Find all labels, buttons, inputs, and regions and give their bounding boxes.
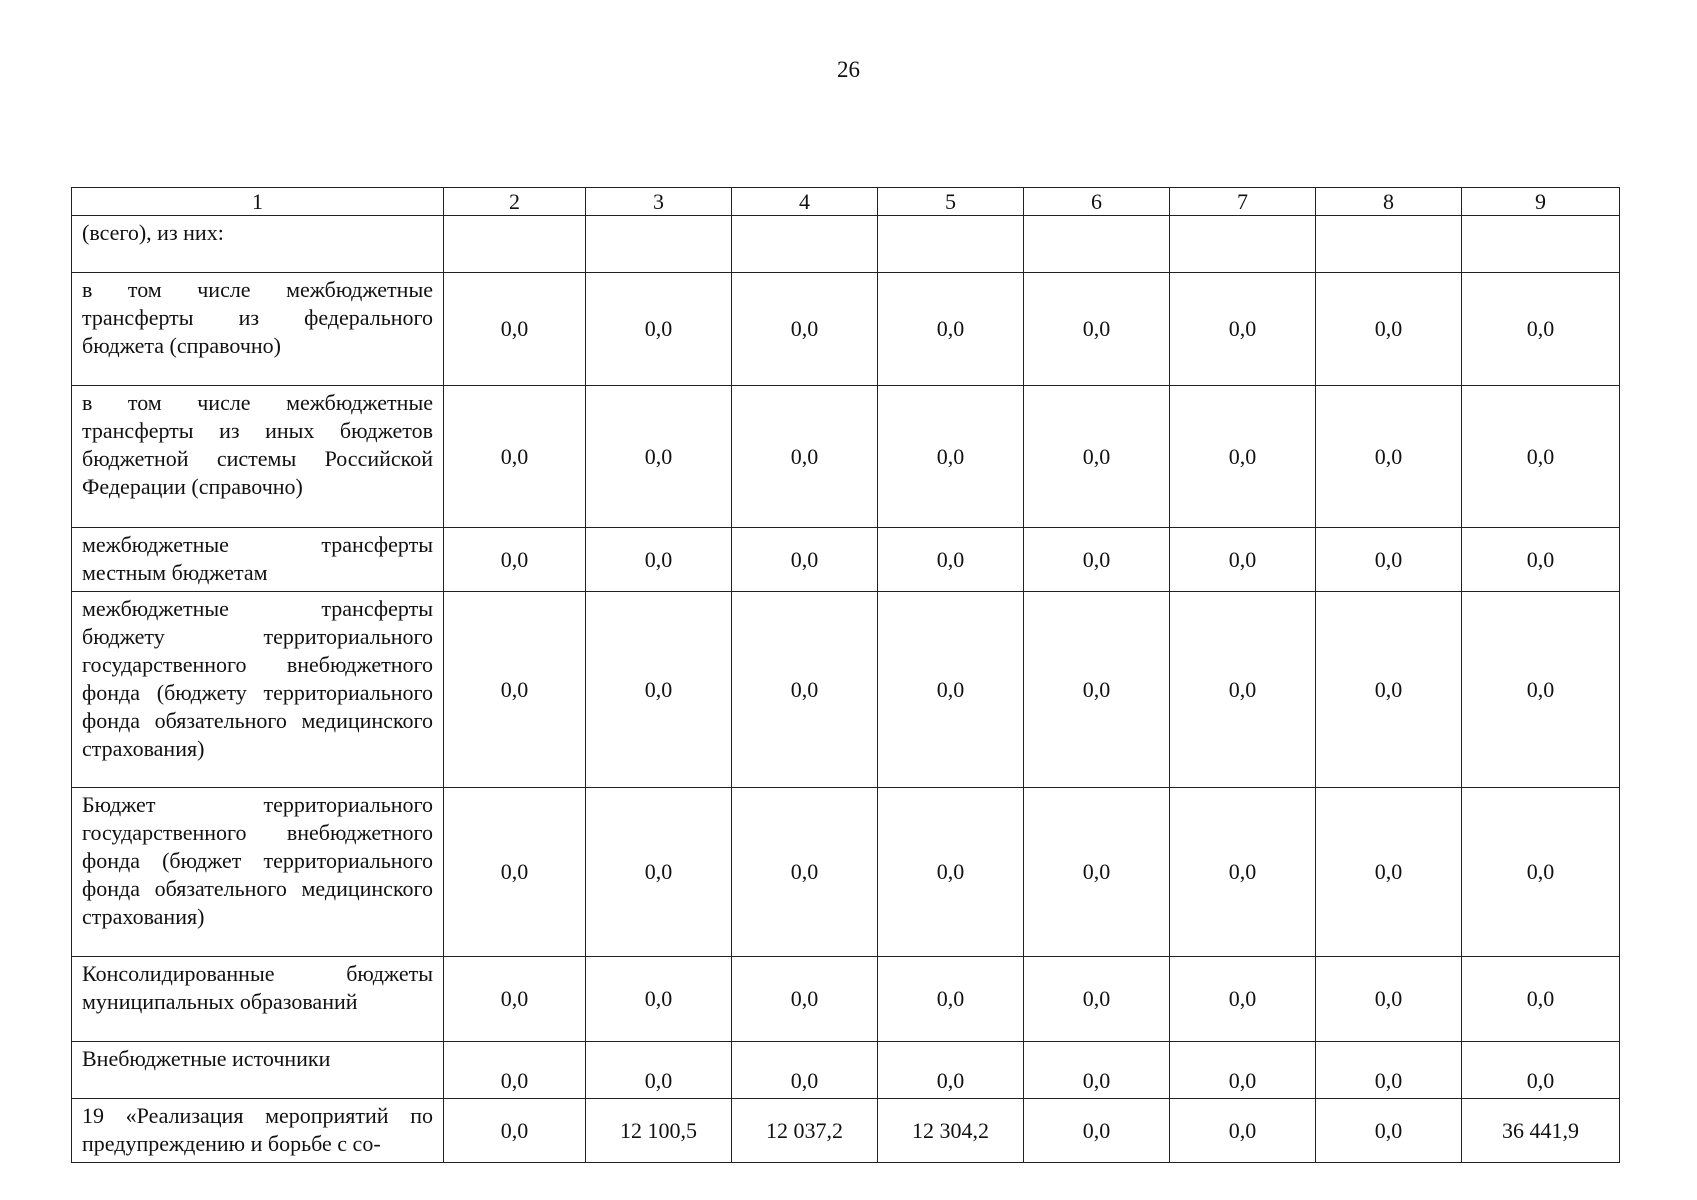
row-value (1316, 216, 1462, 273)
table-row (72, 386, 1620, 528)
row-value: 0,0 (732, 788, 878, 957)
row-value: 0,0 (586, 528, 732, 592)
row-value: 0,0 (1316, 1099, 1462, 1163)
row-value: 0,0 (732, 273, 878, 386)
row-value: 0,0 (1462, 528, 1620, 592)
col-header-9: 9 (1462, 188, 1620, 216)
row-value: 0,0 (444, 528, 586, 592)
row-label: Консолидированные бюджеты муниципальных образований (72, 957, 444, 1042)
row-value: 0,0 (1316, 386, 1462, 528)
row-label: межбюджетные трансферты бюджету территориального государственного внебюджетного фонда (бюджету территориального фонда обязательного медицинского страхования) (72, 592, 444, 788)
row-value: 0,0 (878, 528, 1024, 592)
table-row (72, 1099, 1620, 1163)
row-value: 0,0 (444, 273, 586, 386)
row-value: 0,0 (732, 957, 878, 1042)
row-value: 0,0 (1170, 788, 1316, 957)
table-row (72, 592, 1620, 788)
row-value: 0,0 (878, 592, 1024, 788)
row-value: 0,0 (878, 1042, 1024, 1099)
row-value: 0,0 (1316, 788, 1462, 957)
row-value: 0,0 (1024, 386, 1170, 528)
row-value: 0,0 (878, 788, 1024, 957)
table-row (72, 273, 1620, 386)
row-value: 0,0 (878, 386, 1024, 528)
row-value: 0,0 (732, 592, 878, 788)
row-value: 0,0 (1170, 273, 1316, 386)
row-value: 0,0 (444, 386, 586, 528)
row-value: 0,0 (1462, 273, 1620, 386)
col-header-3: 3 (586, 188, 732, 216)
col-header-5: 5 (878, 188, 1024, 216)
col-header-1: 1 (72, 188, 444, 216)
row-value: 0,0 (1170, 1042, 1316, 1099)
col-header-4: 4 (732, 188, 878, 216)
row-value: 0,0 (1316, 528, 1462, 592)
row-value: 0,0 (586, 592, 732, 788)
row-label: межбюджетные трансферты местным бюджетам (72, 528, 444, 592)
row-value: 0,0 (1024, 1042, 1170, 1099)
row-label: Внебюджетные источники (72, 1042, 444, 1099)
row-label: Бюджет территориального государственного внебюджетного фонда (бюджет территориального фонда обязательного медицинского страхования) (72, 788, 444, 957)
row-value: 12 304,2 (878, 1099, 1024, 1163)
row-value: 0,0 (444, 957, 586, 1042)
row-value: 0,0 (1024, 273, 1170, 386)
row-label: в том числе межбюджетные трансферты из иных бюджетов бюджетной системы Российской Федерации (справочно) (72, 386, 444, 528)
table-row (72, 957, 1620, 1042)
row-value: 0,0 (1170, 592, 1316, 788)
row-value: 0,0 (732, 528, 878, 592)
row-value: 0,0 (878, 273, 1024, 386)
row-value: 0,0 (586, 273, 732, 386)
table-row (72, 1042, 1620, 1099)
row-value: 0,0 (878, 957, 1024, 1042)
row-value: 12 037,2 (732, 1099, 878, 1163)
budget-table (71, 187, 1620, 1163)
page-number: 26 (837, 57, 860, 82)
row-value: 0,0 (1024, 592, 1170, 788)
col-header-6: 6 (1024, 188, 1170, 216)
row-label: в том числе межбюджетные трансферты из федерального бюджета (справочно) (72, 273, 444, 386)
col-header-8: 8 (1316, 188, 1462, 216)
col-header-2: 2 (444, 188, 586, 216)
row-value: 0,0 (1024, 528, 1170, 592)
row-value (586, 216, 732, 273)
row-value: 0,0 (444, 592, 586, 788)
row-value: 0,0 (1024, 788, 1170, 957)
table-row (72, 788, 1620, 957)
row-value: 0,0 (1024, 1099, 1170, 1163)
row-value: 0,0 (1170, 1099, 1316, 1163)
row-value: 0,0 (444, 788, 586, 957)
row-value: 0,0 (1170, 957, 1316, 1042)
row-value (1170, 216, 1316, 273)
row-label: 19 «Реализация мероприятий по предупреждению и борьбе с со- (72, 1099, 444, 1163)
row-value: 0,0 (1170, 386, 1316, 528)
row-value (732, 216, 878, 273)
table-row (72, 216, 1620, 273)
row-label: (всего), из них: (72, 216, 444, 273)
row-value: 0,0 (1316, 957, 1462, 1042)
row-value (1462, 216, 1620, 273)
row-value: 0,0 (732, 1042, 878, 1099)
row-value: 0,0 (732, 386, 878, 528)
row-value: 0,0 (586, 788, 732, 957)
row-value: 0,0 (1170, 528, 1316, 592)
row-value: 0,0 (1462, 1042, 1620, 1099)
row-value: 0,0 (1462, 957, 1620, 1042)
row-value (1024, 216, 1170, 273)
row-value: 0,0 (586, 957, 732, 1042)
header-row (72, 188, 1620, 216)
row-value: 0,0 (444, 1099, 586, 1163)
row-value: 0,0 (586, 1042, 732, 1099)
row-value: 0,0 (1462, 592, 1620, 788)
row-value: 12 100,5 (586, 1099, 732, 1163)
row-value: 36 441,9 (1462, 1099, 1620, 1163)
col-header-7: 7 (1170, 188, 1316, 216)
row-value: 0,0 (444, 1042, 586, 1099)
row-value: 0,0 (586, 386, 732, 528)
row-value: 0,0 (1316, 592, 1462, 788)
row-value: 0,0 (1462, 788, 1620, 957)
row-value: 0,0 (1316, 1042, 1462, 1099)
row-value (878, 216, 1024, 273)
row-value (444, 216, 586, 273)
row-value: 0,0 (1024, 957, 1170, 1042)
table-row (72, 528, 1620, 592)
row-value: 0,0 (1316, 273, 1462, 386)
row-value: 0,0 (1462, 386, 1620, 528)
